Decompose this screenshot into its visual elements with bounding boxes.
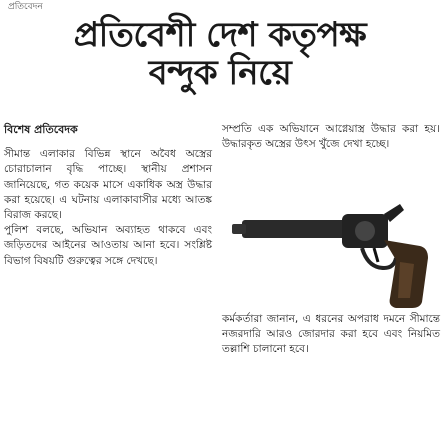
revolver-cylinder-face: [355, 221, 375, 241]
left-subheading: বিশেষ প্রতিবেদক: [4, 123, 78, 136]
right-bottom-paragraph: কর্মকর্তারা জানান, এ ধরনের অপরাধ দমনে সীমান্তে নজরদারি আরও জোরদার করা হবে এবং নিয়মিত তল্লাশি চালানো হবে।: [222, 313, 440, 356]
revolver-illustration: [224, 200, 438, 310]
left-paragraph: পুলিশ বলছে, অভিযান অব্যাহত থাকবে এবং জড়িতদের আইনের আওতায় আনা হবে। সংশ্লিষ্ট বিভাগ বিষয়টি গুরুত্বের সঙ্গে দেখছে।: [4, 224, 212, 267]
left-column: [4, 122, 212, 269]
revolver-barrel: [242, 220, 352, 238]
revolver-trigger: [374, 248, 378, 262]
headline: প্রতিবেশী দেশ কতৃপক্ষ বন্দুক নিয়ে: [73, 15, 367, 93]
left-paragraph: সীমান্ত এলাকার বিভিন্ন স্থানে অবৈধ অস্ত্রের চোরাচালান বৃদ্ধি পাচ্ছে। স্থানীয় প্রশাসন জানিয়েছে, গত কয়েক মাসে একাধিক অস্ত্র উদ্ধার করা হয়েছে। এ ঘটনায় এলাকাবাসীর মধ্যে আতঙ্ক বিরাজ করছে।: [4, 148, 212, 222]
right-top-paragraph: সম্প্রতি এক অভিযানে আগ্নেয়াস্ত্র উদ্ধার করা হয়। উদ্ধারকৃত অস্ত্রের উৎস খুঁজে দেখা হচ্ছে।: [222, 123, 440, 151]
right-column: [222, 122, 440, 152]
header-strip: প্রতিবেদন: [8, 2, 43, 12]
right-bottom-column: [222, 312, 440, 358]
revolver-muzzle: [232, 224, 246, 234]
